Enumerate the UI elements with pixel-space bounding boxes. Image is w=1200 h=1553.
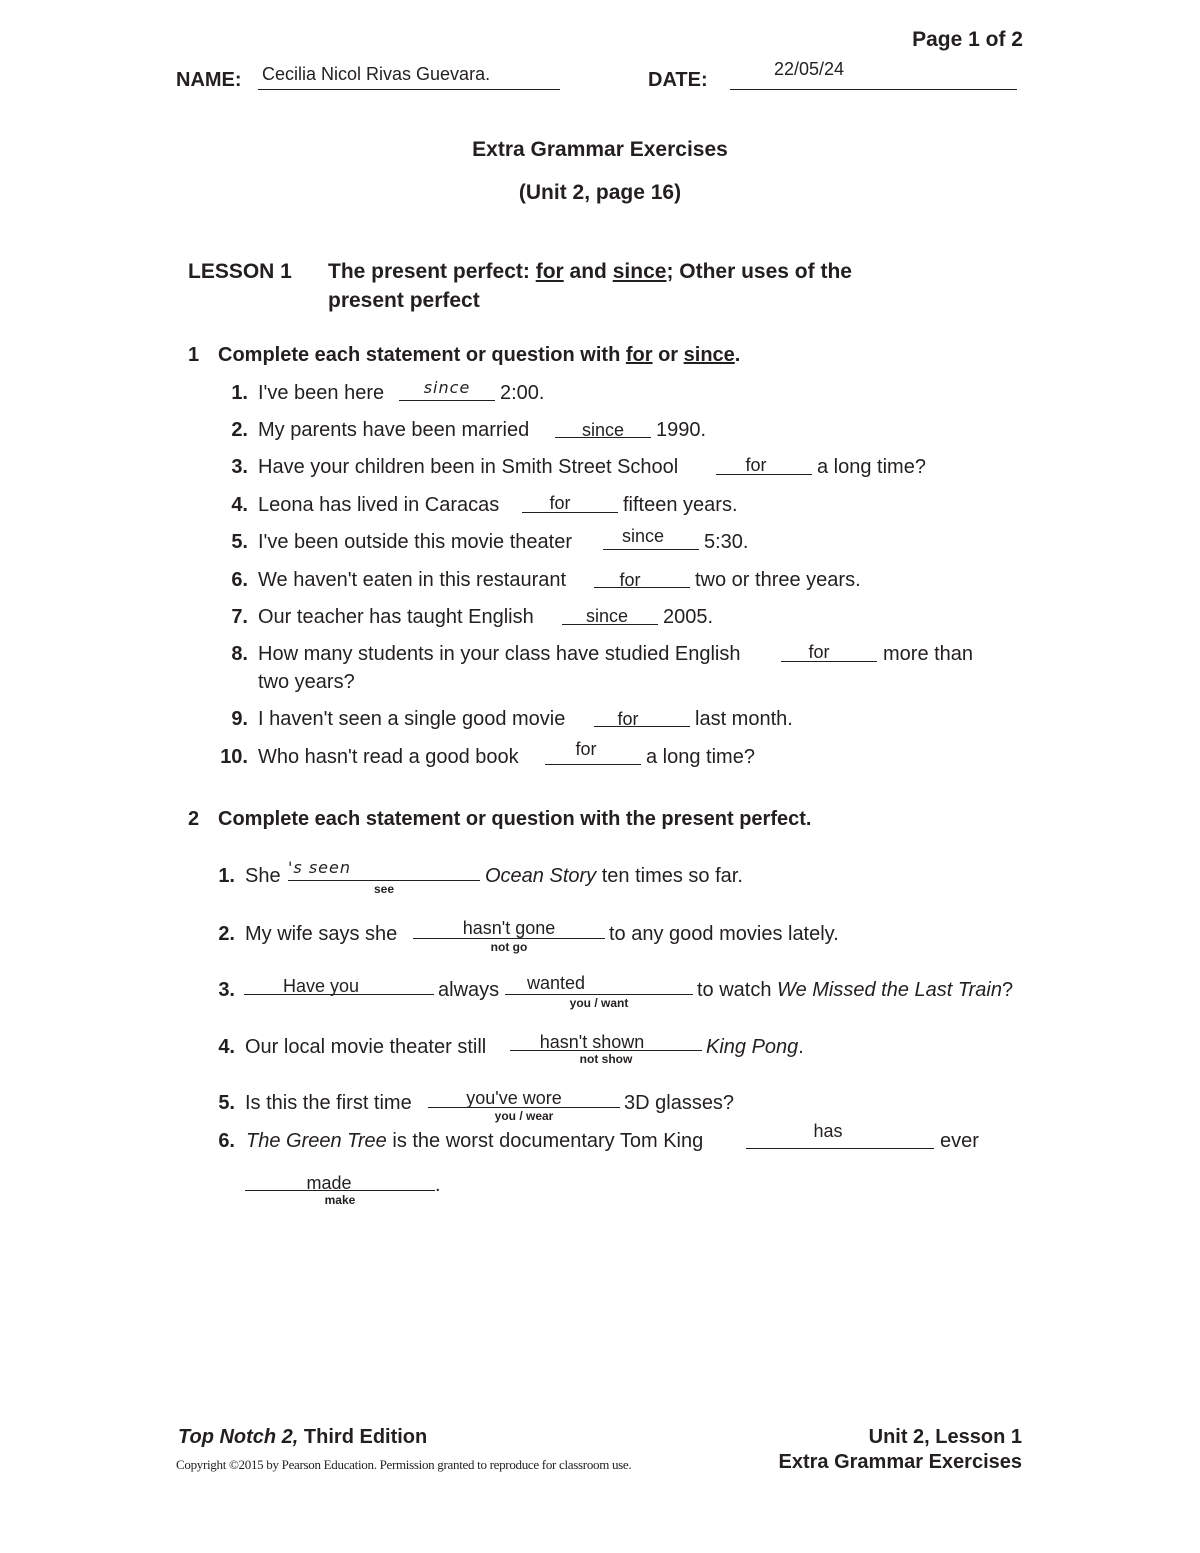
ex1-item-text-after: 1990. [656,419,707,441]
answer-text[interactable]: 's seen [288,858,351,877]
footer-copyright: Copyright ©2015 by Pearson Education. Permission granted to reproduce for classroom use. [176,1457,632,1472]
ex1-item-number: 10. [220,746,248,768]
answer-text[interactable]: Have you [282,976,360,996]
ex2-item-text: The Green Tree is the worst documentary Tom King [246,1130,704,1152]
date-label: DATE: [648,69,708,91]
answer-blank[interactable] [288,880,480,881]
answer-text[interactable]: has [813,1121,843,1141]
ex1-item-number: 6. [231,569,248,591]
ex1-item-text-after: last month. [695,708,793,730]
lesson-title: The present perfect: for and since; Other uses of the [328,260,852,283]
ex1-item-number: 1. [231,382,248,404]
answer-blank[interactable] [746,1148,934,1149]
footer-unit-lesson: Unit 2, Lesson 1 [868,1426,1022,1448]
ex1-item-number: 9. [231,708,248,730]
date-value[interactable]: 22/05/24 [774,59,845,79]
name-label: NAME: [176,69,242,91]
ex1-item-number: 5. [231,531,248,553]
verb-cue: not go [490,940,528,954]
answer-blank[interactable] [399,400,495,401]
ex2-item-number: 4. [218,1036,235,1058]
ex1-item-number: 3. [231,456,248,478]
ex2-item-text: My wife says she [245,923,398,945]
answer-text[interactable]: since [581,420,625,440]
name-value[interactable]: Cecilia Nicol Rivas Guevara. [262,64,491,84]
ex1-item-text: We haven't eaten in this restaurant [258,569,567,591]
ex2-item-end: . [435,1174,441,1196]
answer-text[interactable]: hasn't gone [462,918,556,938]
footer-title: Extra Grammar Exercises [778,1451,1022,1473]
answer-text[interactable]: wanted [526,973,586,993]
ex1-item-text: I've been here [258,382,385,404]
ex1-item-number: 4. [231,494,248,516]
ex1-item-text: My parents have been married [258,419,530,441]
ex1-item-number: 2. [231,419,248,441]
ex1-item-text-after: a long time? [646,746,755,768]
footer-book-title: Top Notch 2, Third Edition [178,1426,428,1448]
verb-cue: not show [579,1052,633,1066]
ex1-item-text-after: more than [883,643,974,665]
ex1-item-text: I haven't seen a single good movie [258,708,566,730]
ex1-item-text: Our teacher has taught English [258,606,534,628]
ex2-item-text: Our local movie theater still [245,1036,487,1058]
ex2-item-text-after: to watch We Missed the Last Train? [697,979,1014,1001]
exercise1-number: 1 [188,344,200,366]
ex1-item-text: Who hasn't read a good book [258,746,519,768]
verb-cue: see [373,882,395,896]
answer-text[interactable]: for [745,455,767,475]
page-title: Extra Grammar Exercises [472,138,728,161]
verb-cue: you / wear [494,1109,554,1123]
verb-cue: you / want [569,996,629,1010]
ex1-item-text-after: two or three years. [695,569,861,591]
answer-text[interactable]: you've wore [466,1088,562,1108]
answer-text[interactable]: for [619,570,641,590]
ex2-item-text-after: Ocean Story ten times so far. [485,865,743,887]
ex1-item-text-after: 2:00. [500,382,545,404]
answer-text[interactable]: made [306,1173,352,1193]
ex2-item-text-after: to any good movies lately. [609,923,839,945]
ex1-item-text: Leona has lived in Caracas [258,494,500,516]
ex1-item-text-after: a long time? [817,456,926,478]
ex2-item-text-after: ever [940,1130,979,1152]
ex1-item-number: 8. [231,643,248,665]
answer-text[interactable]: since [621,526,665,546]
answer-blank[interactable] [505,994,693,995]
ex2-item-text: She [245,865,281,887]
answer-text[interactable]: since [585,606,629,626]
ex2-item-number: 3. [218,979,235,1001]
ex1-item-number: 7. [231,606,248,628]
date-field-line[interactable] [730,89,1017,90]
ex1-item-text-after: 2005. [663,606,714,628]
answer-text[interactable]: for [575,739,597,759]
answer-text[interactable]: for [617,709,639,729]
answer-text[interactable]: hasn't shown [539,1032,645,1052]
ex2-item-number: 1. [218,865,235,887]
exercise2-instruction: Complete each statement or question with the present perfect. [218,808,812,830]
answer-blank[interactable] [545,764,641,765]
ex1-item-text: I've been outside this movie theater [258,531,573,553]
ex1-item-text: How many students in your class have studied English [258,643,741,665]
exercise1-instruction: Complete each statement or question with for or since. [218,344,741,366]
answer-text[interactable]: for [808,642,830,662]
ex2-item-text-after: 3D glasses? [624,1092,735,1114]
ex2-item-number: 5. [218,1092,235,1114]
lesson-label: LESSON 1 [188,260,292,283]
ex1-item-text-after: fifteen years. [623,494,738,516]
lesson-title-line2: present perfect [328,289,480,312]
ex1-item-text-line2: two years? [258,671,355,693]
ex2-item-number: 2. [218,923,235,945]
ex2-item-text: Is this the first time [245,1092,412,1114]
verb-cue: make [324,1193,356,1207]
page-indicator: Page 1 of 2 [912,28,1023,51]
name-field-line[interactable] [258,89,560,90]
ex2-item-number: 6. [218,1130,235,1152]
page-subtitle: (Unit 2, page 16) [518,181,682,204]
answer-text[interactable]: since [423,378,471,397]
ex2-item-text-after: King Pong. [706,1036,804,1058]
ex1-item-text: Have your children been in Smith Street School [258,456,679,478]
exercise2-number: 2 [188,808,200,830]
ex1-item-text-after: 5:30. [704,531,749,553]
answer-text[interactable]: for [549,493,571,513]
ex2-item-text-middle: always [438,979,500,1001]
answer-blank[interactable] [603,549,699,550]
